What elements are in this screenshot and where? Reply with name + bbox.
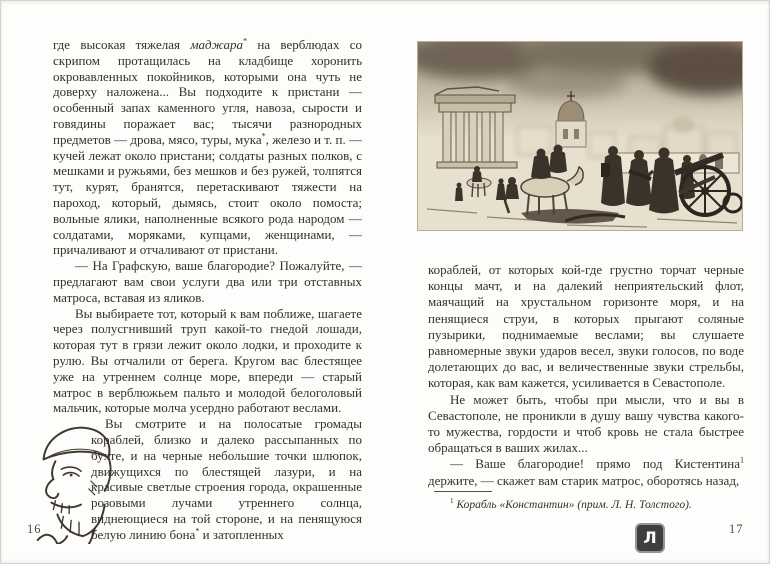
paragraph: где высокая тяжелая маджара* на верблюдах со скрипом протащилась на кладбище хоронить окровавленных покойников, которыми она чуть не доверху наложена... Вы подходите к пристани — особенный запах каменного угля, навоза, сырости и говядины поражает вас; тысячи разнородных предметов — дрова, мясо, туры, мука*, железо и т. п. — кучей лежат около пристани; солдаты разных полков, с мешками и ружьями, без мешков и без ружей, толпятся тут, курят, бранятся, перетаскивают тяжести на пароход, который, дымясь, стоит около помоста; вольные ялики, наполненные всякого рода народом — солдатами, моряками, купцами, женщинами, — причаливают и отчаливают от пристани. <box>53 36 363 258</box>
footnote <box>434 491 744 512</box>
paragraph: Вы выбираете тот, который к вам поближе, шагаете через полусгнивший труп какой-то гнедой лошади, которая тут в грязи лежит около лодки, и проходите к рулю. Вы отчалили от берега. Кругом вас блестящее уже на утреннем солнце море, впереди — старый матрос в верблюжьем пальто и молодой белоголовый мальчик, которые молча усердно работают веслами. <box>53 305 362 416</box>
left-page <box>53 37 362 544</box>
footnote-rule <box>434 491 492 492</box>
paragraph: Не может быть, чтобы при мысли, что и вы в Севастополе, не проникли в душу вашу чувства какого-то мужества, гордости и чтоб кровь не стала быстрее обращаться в ваших жилах... <box>428 391 744 456</box>
page-number-left: 16 <box>27 522 42 536</box>
paragraph: Вы смотрите и на полосатые громады кораблей, близко и далеко рассыпанных по бухте, и на черные небольшие точки шлюпок, движущихся по блестящей лазури, и на красивые светлые строения города, окрашенные розовыми лучами утреннего солнца, виднеющиеся на той стороне, и на пенящуюся белую линию бона* и затопленных <box>53 416 362 542</box>
footnote-text: $^1$ Корабль «Константин» (прим. Л. Н. Толстого). <box>450 497 692 511</box>
right-page <box>428 262 744 489</box>
sevastopol-illustration <box>417 41 743 231</box>
paragraph: — На Графскую, ваше благородие? Пожалуйте, — предлагают вам свои услуги два или три отставных матроса, вставая из яликов. <box>53 258 362 305</box>
watermark-letter: Л <box>643 528 657 547</box>
paragraph: — Ваше благородие! прямо под Кистентина$^1$ держите, — скажет вам старик матрос, оборотясь назад, <box>428 456 744 488</box>
page-number-right: 17 <box>729 522 744 536</box>
labirint-watermark-logo <box>635 523 665 553</box>
paragraph: кораблей, от которых кой-где грустно торчат черные концы мачт, и на далекий неприятельский флот, маячащий на хрустальном горизонте моря, и на пенящиеся струи, в которых прыгают соляные пузырики, поднимаемые веслами; вы слушаете равномерные звуки ударов весел, звуки голосов, по воде долетающих до вас, и величественные звуки стрельбы, которая, как вам кажется, усиливается в Севастополе. <box>428 262 744 391</box>
